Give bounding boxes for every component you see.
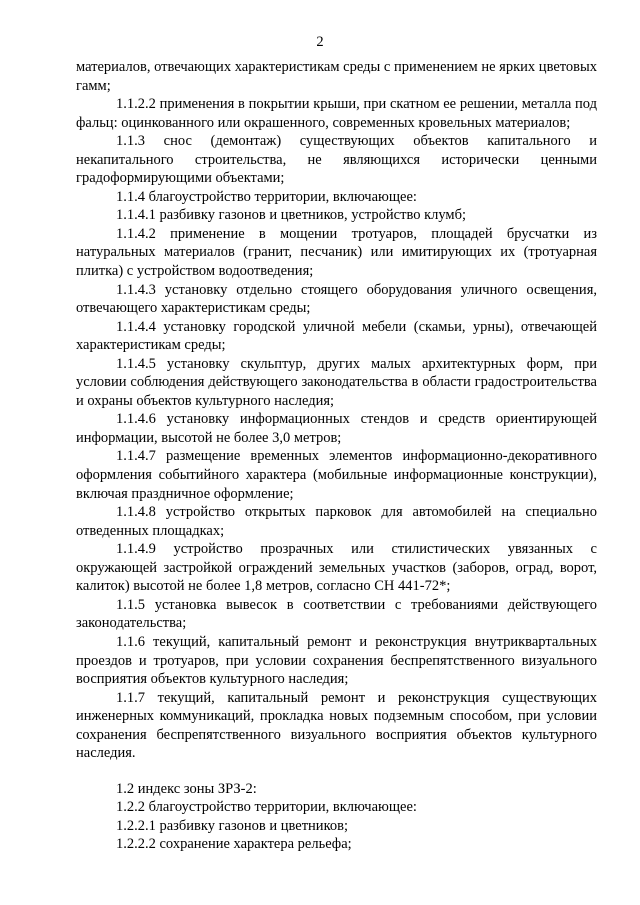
paragraph-1-1-4-2: 1.1.4.2 применение в мощении тротуаров, площадей брусчатки из натуральных материалов (гранит, песчаник) или имитирующих их (тротуарная плитка) с устройством водоотведения;	[76, 225, 597, 280]
paragraph-1-2-2: 1.2.2 благоустройство территории, включающее:	[116, 799, 417, 816]
paragraph-1-1-4-1: 1.1.4.1 разбивку газонов и цветников, устройство клумб;	[116, 207, 466, 224]
paragraph-1-1-6: 1.1.6 текущий, капитальный ремонт и реконструкция внутриквартальных проездов и тротуаров, при условии сохранения беспрепятственного визуального восприятия объектов культурного наследия;	[76, 633, 597, 688]
paragraph-1-2-2-1: 1.2.2.1 разбивку газонов и цветников;	[116, 817, 348, 834]
paragraph-1-1-4-7: 1.1.4.7 размещение временных элементов информационно-декоративного оформления событийного характера (мобильные информационные конструкции), включая праздничное оформление;	[76, 448, 597, 502]
paragraph-1-1-4-5: 1.1.4.5 установку скульптур, других малых архитектурных форм, при условии соблюдения действующего законодательства в области градостроительства и охраны объектов культурного наследия;	[76, 355, 597, 409]
paragraph-1-1-4-8: 1.1.4.8 устройство открытых парковок для автомобилей на специально отведенных площадках;	[76, 504, 597, 539]
paragraph-1-1-4-6: 1.1.4.6 установку информационных стендов и средств ориентирующей информации, высотой не более 3,0 метров;	[76, 411, 597, 446]
paragraph-1-1-4-3: 1.1.4.3 установку отдельно стоящего оборудования уличного освещения, отвечающего характеристикам среды;	[76, 281, 597, 317]
paragraph-1-1-4-9: 1.1.4.9 устройство прозрачных или стилистических увязанных с окружающей застройкой ограждений земельных участков (заборов, оград, ворот, калиток) высотой не более 1,8 метров, согласно СН 441-72*;	[76, 541, 597, 595]
paragraph-1-1-2-2: 1.1.2.2 применения в покрытии крыши, при скатном ее решении, металла под фальц: оцинкованного или окрашенного, современных кровельных материалов;	[76, 96, 597, 131]
paragraph-1-1-4: 1.1.4 благоустройство территории, включающее:	[116, 188, 417, 205]
page-number: 2	[316, 34, 324, 50]
paragraph-1-1-3: 1.1.3 снос (демонтаж) существующих объектов капитального и некапитального строительства, не являющихся исторически ценными градоформирующими объектами;	[76, 133, 597, 187]
paragraph-1-1-7: 1.1.7 текущий, капитальный ремонт и реконструкция существующих инженерных коммуникаций, прокладка новых подземным способом, при условии сохранения беспрепятственного визуального восприятия объектов культурного наследия.	[76, 689, 597, 762]
paragraph-1-1-5: 1.1.5 установка вывесок в соответствии с требованиями действующего законодательства;	[76, 596, 597, 632]
document-body	[76, 58, 597, 854]
paragraph-1-2-2-2: 1.2.2.2 сохранение характера рельефа;	[116, 836, 352, 853]
paragraph-continuation: материалов, отвечающих характеристикам среды с применением не ярких цветовых гамм;	[76, 59, 597, 94]
paragraph-1-1-4-4: 1.1.4.4 установку городской уличной мебели (скамьи, урны), отвечающей характеристикам среды;	[76, 318, 597, 354]
paragraph-1-2: 1.2 индекс зоны ЗРЗ-2:	[116, 780, 257, 797]
